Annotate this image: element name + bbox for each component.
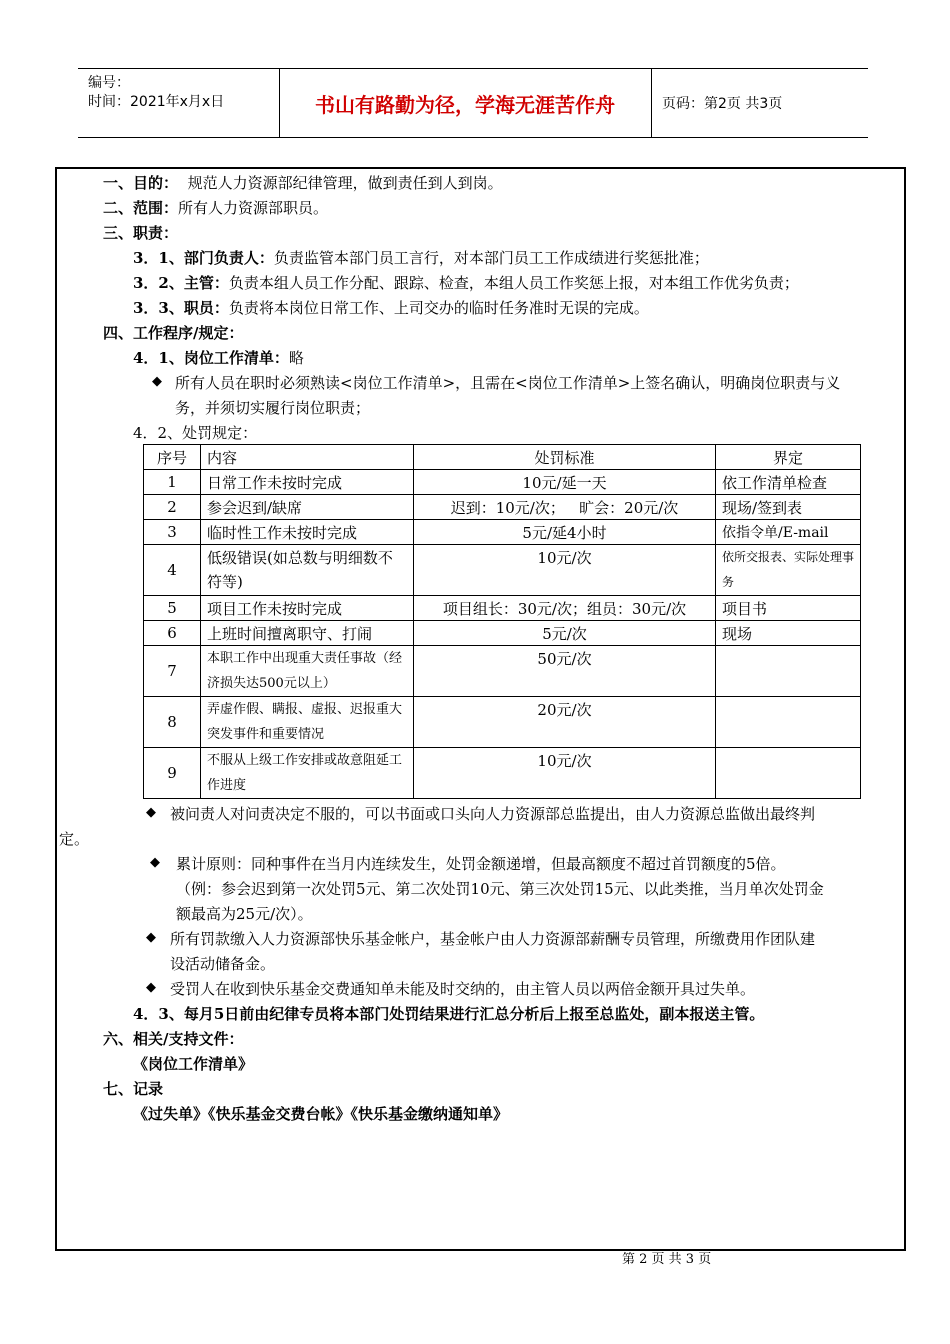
row-standard: 10元/延一天: [414, 470, 716, 495]
row-standard: 5元/次: [414, 621, 716, 646]
section-scope-text: 所有人力资源部职员。: [178, 199, 329, 217]
row-content: 低级错误(如总数与明细数不符等): [201, 545, 414, 596]
diamond-bullet-icon: ◆: [150, 855, 160, 870]
table-row: [144, 596, 861, 621]
duty-dept-head-text: 负责监管本部门员工言行，对本部门员工工作成绩进行奖惩批准；: [273, 249, 709, 267]
section-records-title: 七、记录: [103, 1080, 164, 1098]
row-content: 本职工作中出现重大责任事故（经济损失达500元以上）: [201, 646, 414, 697]
row-standard: 20元/次: [414, 697, 716, 748]
note-fund-line2: 设活动储备金。: [170, 955, 276, 973]
table-row: [144, 470, 861, 495]
note-appeal-line1: 被问责人对问责决定不服的，可以书面或口头向人力资源部总监提出，由人力资源总监做出最终判: [170, 805, 816, 823]
header-page-label: 页码：第2页 共3页: [662, 96, 783, 112]
row-standard: 项目组长：30元/次；组员：30元/次: [414, 596, 716, 621]
job-list-rule: [133, 347, 304, 368]
table-header-cell: 处罚标准: [414, 445, 716, 470]
duty-dept-head-title: 3．1、部门负责人：: [133, 249, 274, 267]
rule-monthly-report: 4．3、每月5日前由纪律专员将本部门处罚结果进行汇总分析后上报至总监处，副本报送主管。: [133, 1005, 765, 1023]
header-motto: 书山有路勤为径，学海无涯苦作舟: [279, 69, 652, 137]
penalty-table: [143, 444, 861, 799]
row-scope: [716, 646, 861, 697]
row-standard: 5元/延4小时: [414, 520, 716, 545]
row-number: 1: [144, 470, 201, 495]
row-number: 6: [144, 621, 201, 646]
duty-staff-text: 负责将本岗位日常工作、上司交办的临时任务准时无误的完成。: [228, 299, 649, 317]
diamond-bullet-icon: ◆: [152, 374, 162, 389]
section-purpose-text: 规范人力资源部纪律管理，做到责任到人到岗。: [187, 174, 503, 192]
row-number: 3: [144, 520, 201, 545]
row-number: 2: [144, 495, 201, 520]
section-scope: [103, 197, 328, 218]
job-list-bullet-line2: 务，并须切实履行岗位职责；: [175, 399, 371, 417]
duty-supervisor: [133, 272, 799, 293]
section-procedure-title: 四、工作程序/规定：: [103, 324, 244, 342]
diamond-bullet-icon: ◆: [146, 930, 156, 945]
table-row: [144, 748, 861, 799]
duty-staff: [133, 297, 649, 318]
row-standard: 迟到：10元/次； 旷会：20元/次: [414, 495, 716, 520]
table-row: [144, 495, 861, 520]
table-header-cell: 序号: [144, 445, 201, 470]
duty-staff-title: 3．3、职员：: [133, 299, 229, 317]
job-list-text: 略: [288, 349, 304, 367]
row-scope: 项目书: [716, 596, 861, 621]
row-number: 9: [144, 748, 201, 799]
table-header-row: [144, 445, 861, 470]
row-number: 4: [144, 545, 201, 596]
section-purpose: [103, 172, 503, 193]
number-label: 编号：: [88, 75, 130, 91]
row-content: 上班时间擅离职守、打闹: [201, 621, 414, 646]
row-standard: 10元/次: [414, 545, 716, 596]
table-row: [144, 646, 861, 697]
row-scope: [716, 697, 861, 748]
row-standard: 10元/次: [414, 748, 716, 799]
table-row: [144, 621, 861, 646]
row-scope: 现场: [716, 621, 861, 646]
section-scope-title: 二、范围：: [103, 199, 179, 217]
section-related-docs-title: 六、相关/支持文件：: [103, 1030, 244, 1048]
row-content: 参会迟到/缺席: [201, 495, 414, 520]
records-list: 《过失单》《快乐基金交费台帐》《快乐基金缴纳通知单》: [133, 1105, 509, 1123]
table-row: [144, 545, 861, 596]
row-content: 临时性工作未按时完成: [201, 520, 414, 545]
row-number: 7: [144, 646, 201, 697]
page-footer: 第 2 页 共 3 页: [622, 1252, 712, 1267]
row-content: 项目工作未按时完成: [201, 596, 414, 621]
job-list-bullet-line1: 所有人员在职时必须熟读<岗位工作清单>，且需在<岗位工作清单>上签名确认，明确岗位职责与义: [175, 374, 841, 392]
row-scope: 现场/签到表: [716, 495, 861, 520]
row-scope: 依指令单/E-mail: [716, 520, 861, 545]
section-duties-title: 三、职责：: [103, 224, 179, 242]
header-meta-cell: [78, 69, 280, 137]
time-label: 时间：2021年x月x日: [88, 94, 225, 110]
section-purpose-title: 一、目的：: [103, 174, 179, 192]
note-cumulative-line3: 额最高为25元/次）。: [176, 905, 313, 923]
duty-dept-head: [133, 247, 709, 268]
document-header: [78, 68, 868, 138]
table-row: [144, 520, 861, 545]
note-cumulative-line1: 累计原则：同种事件在当月内连续发生，处罚金额递增，但最高额度不超过首罚额度的5倍。: [176, 855, 786, 873]
diamond-bullet-icon: ◆: [146, 805, 156, 820]
duty-supervisor-title: 3．2、主管：: [133, 274, 229, 292]
row-content: 日常工作未按时完成: [201, 470, 414, 495]
row-content: 不服从上级工作安排或故意阻延工作进度: [201, 748, 414, 799]
row-number: 8: [144, 697, 201, 748]
note-appeal-line2: 定。: [59, 830, 90, 848]
table-row: [144, 697, 861, 748]
job-list-title: 4．1、岗位工作清单：: [133, 349, 289, 367]
penalty-rules-title: 4．2、处罚规定：: [133, 424, 258, 442]
diamond-bullet-icon: ◆: [146, 980, 156, 995]
row-content: 弄虚作假、瞒报、虚报、迟报重大突发事件和重要情况: [201, 697, 414, 748]
row-scope: [716, 748, 861, 799]
related-doc-job-list: 《岗位工作清单》: [133, 1055, 254, 1073]
duty-supervisor-text: 负责本组人员工作分配、跟踪、检查，本组人员工作奖惩上报，对本组工作优劣负责；: [228, 274, 799, 292]
table-header-cell: 界定: [716, 445, 861, 470]
note-fund-line1: 所有罚款缴入人力资源部快乐基金帐户，基金帐户由人力资源部薪酬专员管理，所缴费用作团队建: [170, 930, 816, 948]
row-number: 5: [144, 596, 201, 621]
table-header-cell: 内容: [201, 445, 414, 470]
row-scope: 依所交报表、实际处理事务: [716, 545, 861, 596]
row-scope: 依工作清单检查: [716, 470, 861, 495]
row-standard: 50元/次: [414, 646, 716, 697]
note-cumulative-line2: （例：参会迟到第一次处罚5元、第二次处罚10元、第三次处罚15元、以此类推，当月单次处罚金: [176, 880, 824, 898]
note-overdue-line1: 受罚人在收到快乐基金交费通知单未能及时交纳的，由主管人员以两倍金额开具过失单。: [170, 980, 756, 998]
